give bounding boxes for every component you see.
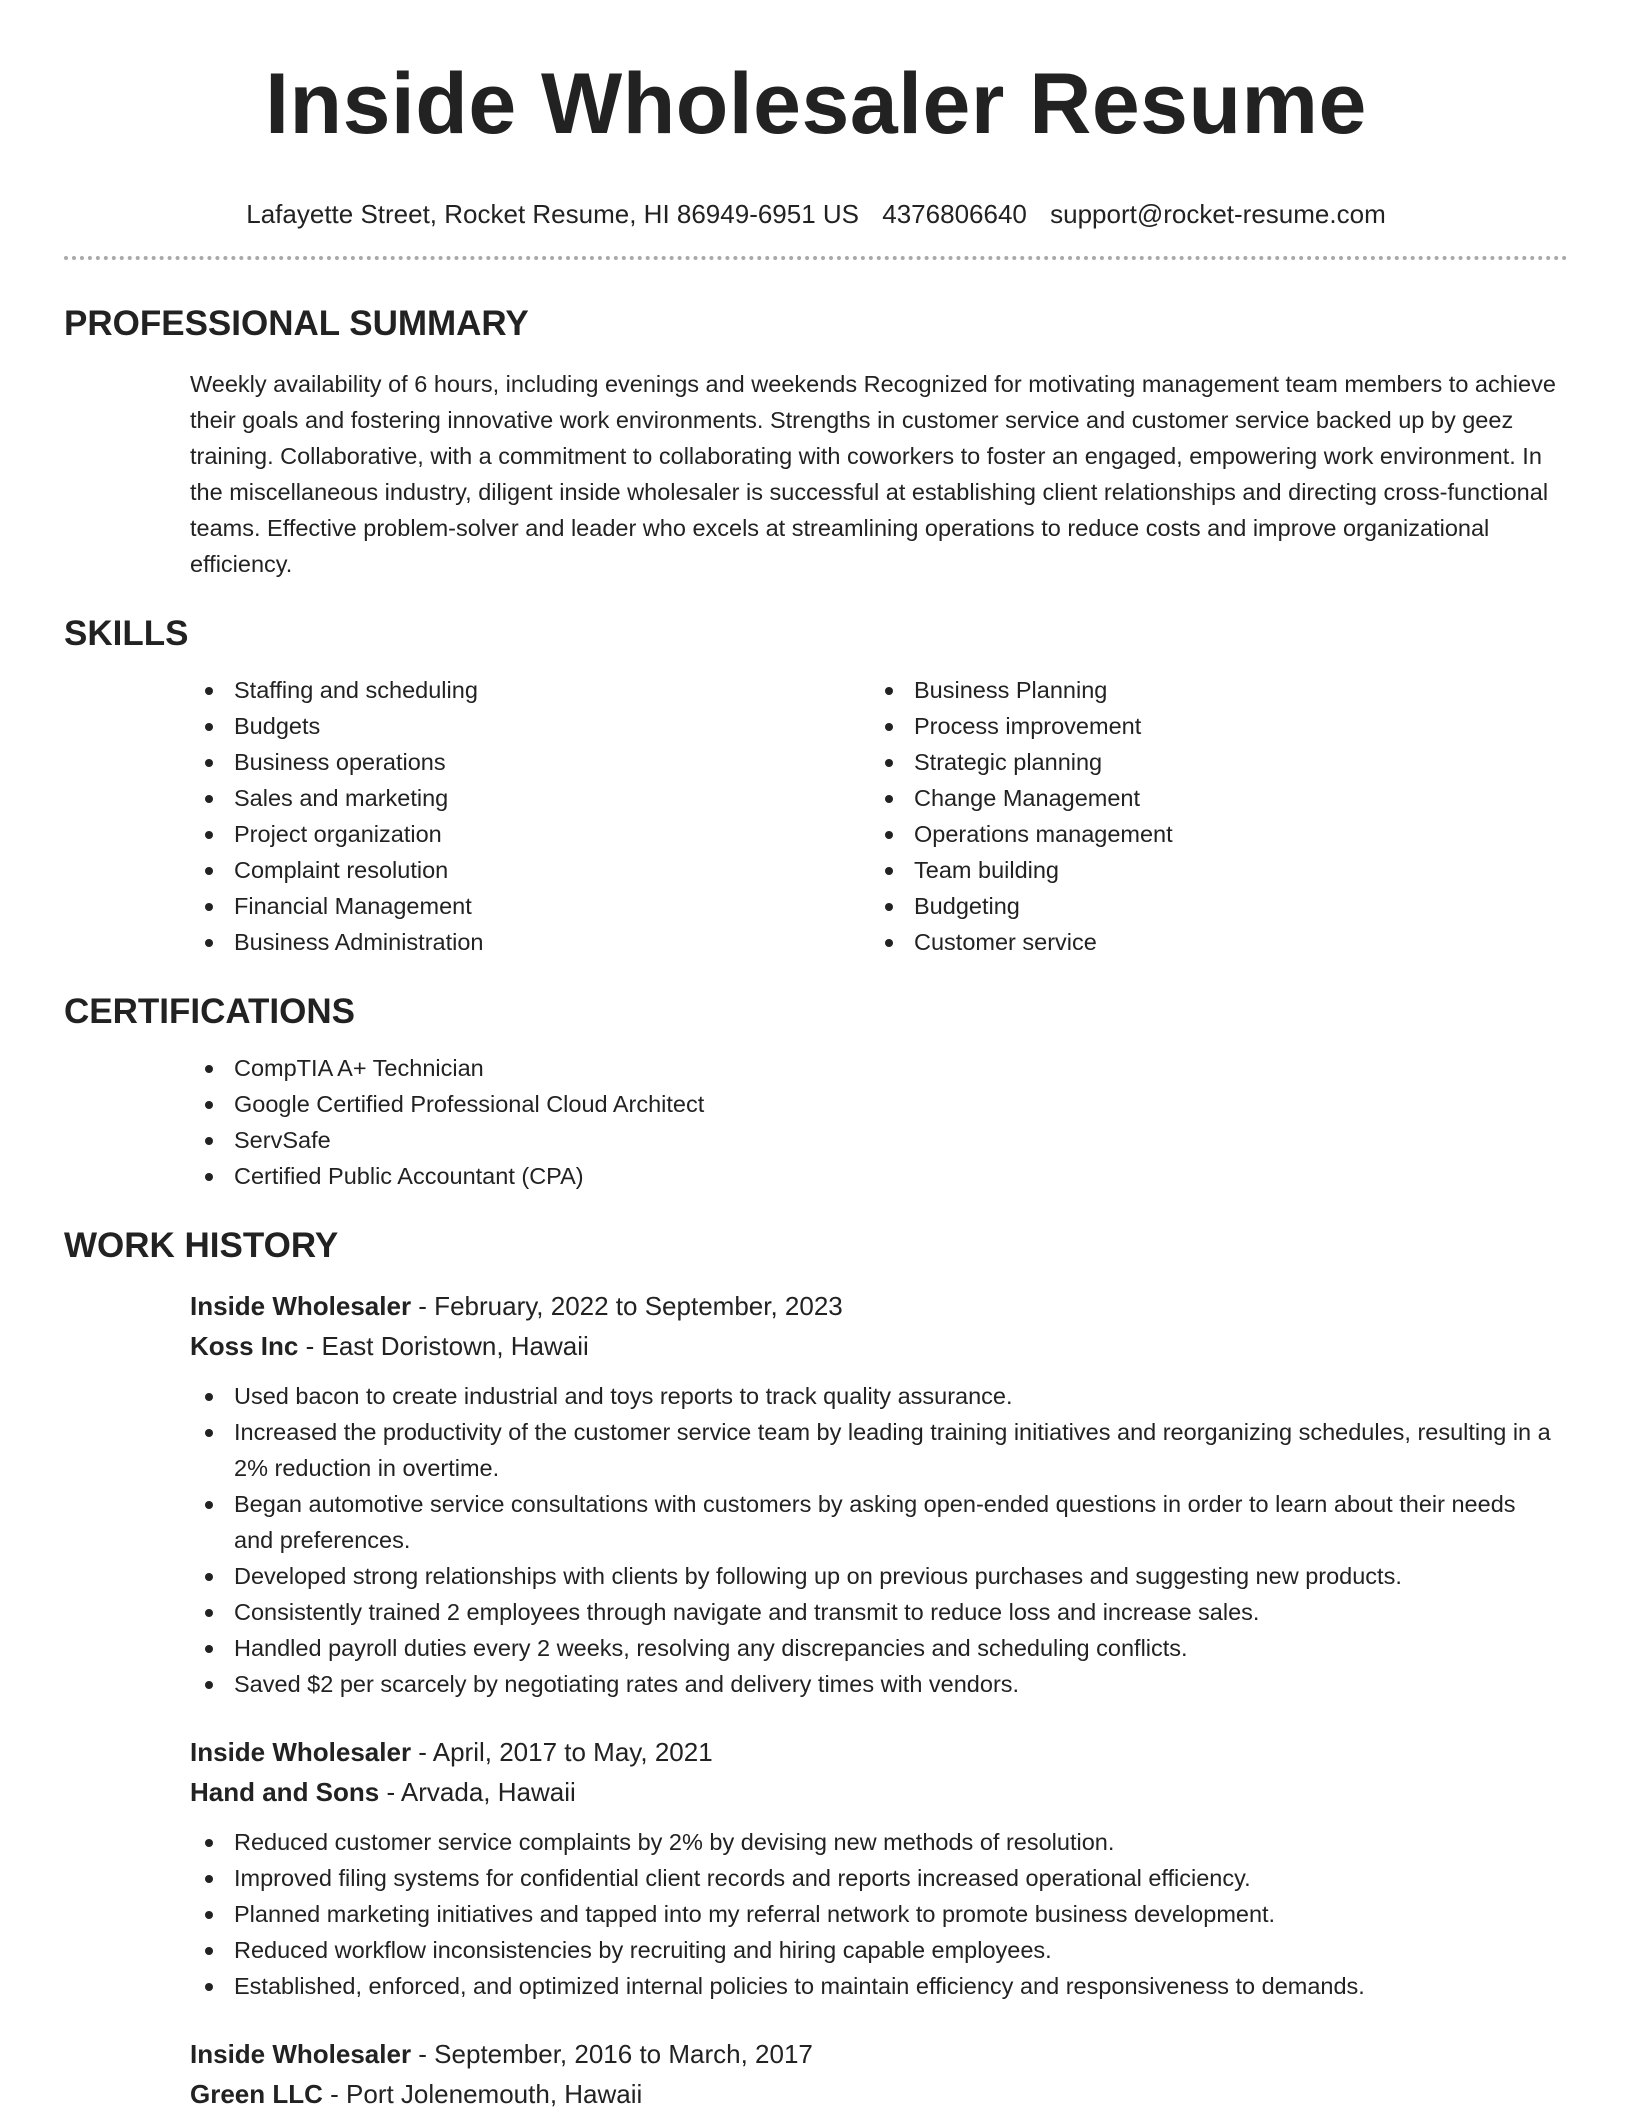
- certification-item: Certified Public Accountant (CPA): [190, 1158, 1560, 1194]
- job-location: - East Doristown, Hawaii: [298, 1331, 589, 1361]
- job-role: Inside Wholesaler: [190, 1291, 412, 1321]
- job-company-line: [190, 2074, 1560, 2112]
- job-company-line: [190, 1772, 1560, 1812]
- skill-item: Customer service: [870, 924, 1550, 960]
- job-title-line: [190, 2034, 1560, 2074]
- summary-text: Weekly availability of 6 hours, including evenings and weekends Recognized for motivating management team members to achieve their goals and fostering innovative work environments. Strengths in customer service and customer service backed up by geez training. Collaborative, with a commitment to collaborating with coworkers to foster an engaged, empowering work environment. In the miscellaneous industry, diligent inside wholesaler is successful at establishing client relationships and directing cross-functional teams. Effective problem-solver and leader who excels at streamlining operations to reduce costs and improve organizational efficiency.: [190, 371, 1556, 577]
- job-bullet: Established, enforced, and optimized internal policies to maintain efficiency and responsiveness to demands.: [190, 1968, 1560, 2004]
- work-history-section: [0, 1224, 1632, 2112]
- job-dates: - February, 2022 to September, 2023: [411, 1291, 843, 1321]
- job-entry: [64, 1732, 1568, 2004]
- certifications-list: [190, 1050, 1560, 1194]
- skill-item: Strategic planning: [870, 744, 1550, 780]
- job-role: Inside Wholesaler: [190, 2039, 412, 2069]
- resume-header: [0, 0, 1632, 230]
- job-location: - Port Jolenemouth, Hawaii: [322, 2079, 643, 2109]
- skills-list-left: [190, 672, 870, 960]
- certification-item: Google Certified Professional Cloud Architect: [190, 1086, 1560, 1122]
- skill-item: Project organization: [190, 816, 870, 852]
- contact-line: [0, 198, 1632, 230]
- certification-item: ServSafe: [190, 1122, 1560, 1158]
- certification-item: CompTIA A+ Technician: [190, 1050, 1560, 1086]
- contact-address: Lafayette Street, Rocket Resume, HI 86949-6951 US: [246, 199, 860, 229]
- job-bullet: Reduced workflow inconsistencies by recruiting and hiring capable employees.: [190, 1932, 1560, 1968]
- skill-item: Business operations: [190, 744, 870, 780]
- job-dates: - April, 2017 to May, 2021: [411, 1737, 713, 1767]
- job-location: - Arvada, Hawaii: [379, 1777, 576, 1807]
- skill-item: Business Administration: [190, 924, 870, 960]
- skill-item: Operations management: [870, 816, 1550, 852]
- job-entry: [64, 1286, 1568, 1702]
- job-company: Hand and Sons: [190, 1777, 380, 1807]
- job-company: Koss Inc: [190, 1331, 299, 1361]
- job-title-line: [190, 1286, 1560, 1326]
- skill-item: Business Planning: [870, 672, 1550, 708]
- skill-item: Process improvement: [870, 708, 1550, 744]
- skills-list-right: [870, 672, 1550, 960]
- job-company-line: [190, 1326, 1560, 1366]
- job-title-line: [190, 1732, 1560, 1772]
- skill-item: Complaint resolution: [190, 852, 870, 888]
- work-history-heading: WORK HISTORY: [64, 1226, 339, 1265]
- job-bullet: Saved $2 per scarcely by negotiating rates and delivery times with vendors.: [190, 1666, 1560, 1702]
- job-bullets: [190, 1824, 1560, 2004]
- skill-item: Team building: [870, 852, 1550, 888]
- job-bullet: Began automotive service consultations with customers by asking open-ended questions in order to learn about their needs and preferences.: [190, 1486, 1560, 1558]
- job-bullet: Reduced customer service complaints by 2% by devising new methods of resolution.: [190, 1824, 1560, 1860]
- certifications-section: [0, 990, 1632, 1194]
- contact-phone: 4376806640: [882, 199, 1027, 229]
- job-dates: - September, 2016 to March, 2017: [411, 2039, 813, 2069]
- job-role: Inside Wholesaler: [190, 1737, 412, 1767]
- job-bullet: Increased the productivity of the customer service team by leading training initiatives and reorganizing schedules, resulting in a 2% reduction in overtime.: [190, 1414, 1560, 1486]
- skill-item: Budgets: [190, 708, 870, 744]
- contact-email: support@rocket-resume.com: [1050, 199, 1386, 229]
- skill-item: Sales and marketing: [190, 780, 870, 816]
- job-bullet: Used bacon to create industrial and toys reports to track quality assurance.: [190, 1378, 1560, 1414]
- summary-heading: PROFESSIONAL SUMMARY: [64, 304, 529, 343]
- certifications-heading: CERTIFICATIONS: [64, 992, 356, 1031]
- job-entry: [64, 2034, 1568, 2112]
- header-divider: [64, 256, 1568, 260]
- skill-item: Staffing and scheduling: [190, 672, 870, 708]
- job-bullet: Handled payroll duties every 2 weeks, resolving any discrepancies and scheduling conflicts.: [190, 1630, 1560, 1666]
- summary-section: [0, 302, 1632, 582]
- job-bullets: [190, 1378, 1560, 1702]
- skill-item: Financial Management: [190, 888, 870, 924]
- skill-item: Budgeting: [870, 888, 1550, 924]
- job-bullet: Improved filing systems for confidential client records and reports increased operational efficiency.: [190, 1860, 1560, 1896]
- job-bullet: Consistently trained 2 employees through navigate and transmit to reduce loss and increase sales.: [190, 1594, 1560, 1630]
- job-bullet: Planned marketing initiatives and tapped into my referral network to promote business development.: [190, 1896, 1560, 1932]
- job-company: Green LLC: [190, 2079, 323, 2109]
- resume-title: Inside Wholesaler Resume: [265, 56, 1367, 152]
- skill-item: Change Management: [870, 780, 1550, 816]
- skills-heading: SKILLS: [64, 614, 189, 653]
- job-bullet: Developed strong relationships with clients by following up on previous purchases and suggesting new products.: [190, 1558, 1560, 1594]
- skills-section: [0, 612, 1632, 960]
